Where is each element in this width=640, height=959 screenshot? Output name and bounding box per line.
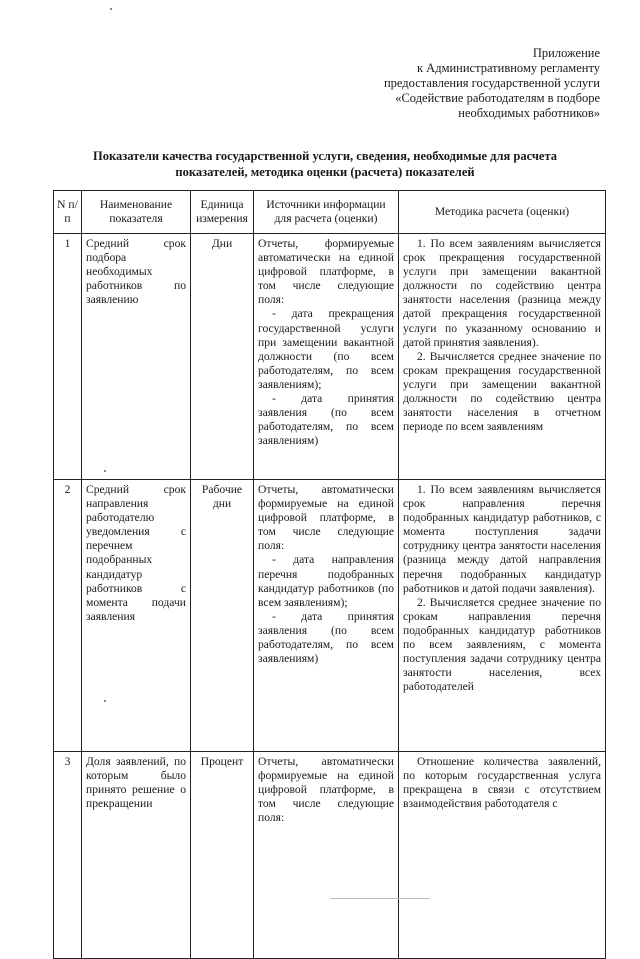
indicators-table	[53, 190, 606, 959]
table-header-row	[54, 191, 606, 234]
indicator-unit: Рабочие дни	[191, 480, 254, 752]
indicator-method	[399, 234, 606, 480]
row-number: 1	[54, 234, 82, 480]
appendix-block	[300, 46, 600, 121]
scan-speck	[110, 8, 112, 10]
source-intro: Отчеты, формируемые автоматически на единой цифровой платформе, в том числе следующие поля:	[258, 237, 394, 307]
row-number: 3	[54, 752, 82, 959]
source-item: - дата направления перечня подобранных кандидатур работников (по всем заявлениям);	[258, 553, 394, 609]
appendix-line: необходимых работников»	[458, 106, 600, 120]
table-row	[54, 480, 606, 752]
appendix-line: предоставления государственной услуги	[383, 76, 600, 90]
header-unit: Единица измерения	[191, 191, 254, 234]
method-paragraph: Отношение количества заявлений, по которым государственная услуга прекращена в связи с отсутствием взаимодействия работодателя с	[403, 755, 601, 811]
source-item: - дата принятия заявления (по всем работодателям, по всем заявлениям)	[258, 609, 394, 666]
source-intro: Отчеты, автоматически формируемые на единой цифровой платформе, в том числе следующие поля:	[258, 755, 394, 825]
title-line-1: Показатели качества государственной услуги, сведения, необходимые для расчета	[92, 149, 558, 163]
table-row	[54, 234, 606, 480]
method-paragraph: 2. Вычисляется среднее значение по срокам прекращения государственной услуги при замещении вакантной должности по содействию центра занятости населения в отчетном периоде по всем заявлениям	[403, 349, 601, 434]
appendix-line: к Административному регламенту	[416, 61, 600, 75]
appendix-line: Приложение	[532, 46, 600, 60]
header-source: Источники информации для расчета (оценки)	[254, 191, 399, 234]
method-paragraph: 2. Вычисляется среднее значение по срокам направления перечня подобранных кандидатур работников по всем заявлениям, с момента поступления задачи сотруднику центра занятости населения, всех работодателей	[403, 595, 601, 694]
header-name: Наименование показателя	[82, 191, 191, 234]
indicator-name: Средний срок направления работодателю уведомления с перечнем подобранных кандидатур работников с момента подачи заявления	[82, 480, 191, 752]
document-title	[60, 148, 590, 180]
indicator-source	[254, 752, 399, 959]
scan-speck	[104, 470, 106, 472]
source-item: - дата принятия заявления (по всем работодателям, по всем заявлениям)	[258, 392, 394, 448]
indicator-name: Доля заявлений, по которым было принято решение о прекращении	[82, 752, 191, 959]
header-num: N п/п	[54, 191, 82, 234]
indicator-name: Средний срок подбора необходимых работников по заявлению	[82, 234, 191, 480]
indicator-source	[254, 480, 399, 752]
method-paragraph: 1. По всем заявлениям вычисляется срок направления перечня подобранных кандидатур работников, с момента поступления задачи сотруднику центра занятости населения (разница между датой направления перечня подобранных кандидатур работников и датой подачи заявления).	[403, 483, 601, 595]
row-number: 2	[54, 480, 82, 752]
indicator-source	[254, 234, 399, 480]
indicator-method	[399, 752, 606, 959]
header-method: Методика расчета (оценки)	[399, 191, 606, 234]
scan-speck	[104, 700, 106, 702]
appendix-line: «Содействие работодателям в подборе	[395, 91, 600, 105]
title-line-2: показателей, методика оценки (расчета) показателей	[175, 165, 475, 179]
source-item: - дата прекращения государственной услуги при замещении вакантной должности (по всем работодателям, по всем заявлениям);	[258, 307, 394, 391]
method-paragraph: 1. По всем заявлениям вычисляется срок прекращения государственной услуги при замещении вакантной должности по содействию центра занятости населения (разница между датой прекращения государственной услуги по указанному основанию и датой принятия заявления).	[403, 237, 601, 349]
source-intro: Отчеты, автоматически формируемые на единой цифровой платформе, в том числе следующие поля:	[258, 483, 394, 553]
indicator-method	[399, 480, 606, 752]
table-row	[54, 752, 606, 959]
indicator-unit: Процент	[191, 752, 254, 959]
indicator-unit: Дни	[191, 234, 254, 480]
scan-edge-line	[330, 898, 430, 899]
